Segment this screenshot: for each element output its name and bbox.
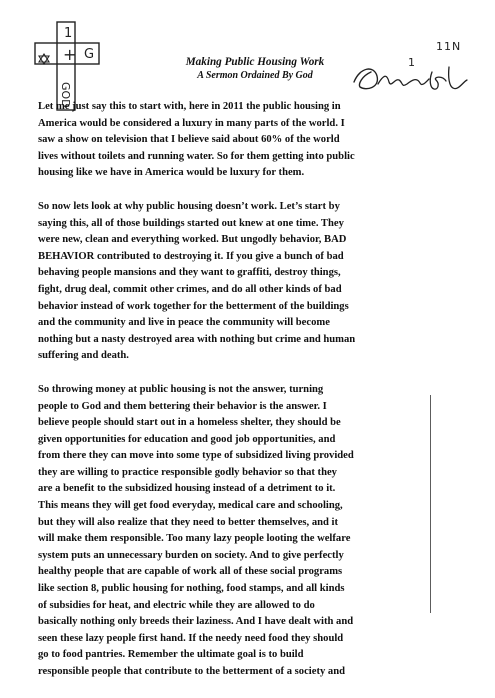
paragraph-2-line-2: saying this, all of those buildings started out knew at one time. They — [38, 217, 344, 229]
handwritten-page-number: 1 — [408, 56, 415, 69]
paragraph-3-line-8: This means they will get food everyday, medical care and schooling, — [38, 500, 343, 512]
paragraph-3-line-9: but they will also realize that they need to better themselves, and it — [38, 516, 339, 528]
paragraph-2-line-8: and the community and live in peace the community will become — [38, 317, 330, 329]
paragraph-2-line-1: So now lets look at why public housing doesn’t work. Let’s start by — [38, 200, 340, 212]
paragraph-3-line-4: given opportunities for education and good job opportunities, and — [38, 433, 336, 445]
paragraph-2-line-3: were new, clean and everything worked. But ungodly behavior, BAD — [38, 234, 347, 246]
paragraph-2-line-5: behaving people mansions and they want to graffiti, destroy things, — [38, 267, 341, 279]
paragraph-3-line-13: like section 8, public housing for nothing, food stamps, and all kinds — [38, 583, 345, 595]
paragraph-1 — [38, 99, 466, 182]
handwritten-top-mark: 11N — [436, 40, 462, 53]
paragraph-2-line-10: suffering and death. — [38, 350, 129, 362]
logo-right-letter: G — [84, 47, 95, 62]
paragraph-3-line-16: seen these lazy people first hand. If the needy need food they should — [38, 632, 344, 644]
paragraph-2-line-4: BEHAVIOR contributed to destroying it. If you give a bunch of bad — [38, 250, 344, 262]
paragraph-1-line-4: lives without toilets and running water. So for them getting into public — [38, 150, 355, 162]
paragraph-2-line-6: fight, drug deal, commit other crimes, and do all other kinds of bad — [38, 283, 342, 295]
paragraph-3-line-15: basically nothing only breeds their laziness. And I have dealt with and — [38, 616, 354, 628]
paragraph-1-line-2: America would be considered a luxury in many parts of the world. I — [38, 117, 345, 129]
paragraph-3-line-1: So throwing money at public housing is not the answer, turning — [38, 383, 324, 395]
paragraph-3-line-10: will make them responsible. Too many lazy people looting the welfare — [38, 533, 351, 545]
paragraph-1-line-5: housing like we have in America would be luxury for them. — [38, 167, 305, 179]
paragraph-3 — [38, 382, 466, 681]
sermon-body — [38, 99, 466, 698]
logo-vertical-word: GOD — [59, 82, 72, 108]
logo-number: 1 — [64, 26, 73, 41]
paragraph-3-line-6: they are willing to practice responsible godly behavior so that they — [38, 466, 337, 478]
paragraph-3-line-7: are a benefit to the subsidized housing instead of a detriment to it. — [38, 483, 336, 495]
paragraph-1-line-3: saw a show on television that I believe said about 60% of the world — [38, 134, 340, 146]
paragraph-3-line-12: healthy people that are capable of work all of these social programs — [38, 566, 343, 578]
paragraph-3-line-14: of subsidies for heat, and electric while they are allowed to do — [38, 599, 315, 611]
page-title: Making Public Housing Work — [185, 56, 325, 68]
handwritten-signature — [350, 60, 470, 98]
paragraph-3-line-2: people to God and them bettering their behavior is the answer. I — [38, 400, 327, 412]
paragraph-3-line-18: responsible people that contribute to the betterment of a society and — [38, 666, 345, 677]
paragraph-3-line-5: from there they can move into some type of subsidized living provided — [38, 450, 354, 462]
paragraph-2 — [38, 199, 466, 365]
paragraph-2-line-9: nothing but a nasty destroyed area with nothing but crime and human — [38, 333, 356, 345]
paragraph-3-line-17: go to food pantries. Remember the ultimate goal is to build — [38, 649, 304, 661]
paragraph-3-line-3: believe people should start out in a homeless shelter, they should be — [38, 417, 341, 429]
page-subtitle: A Sermon Ordained By God — [197, 70, 313, 81]
logo-center-symbol: + — [63, 45, 77, 64]
paragraph-2-line-7: behavior instead of work together for the betterment of the buildings — [38, 300, 349, 312]
paragraph-3-line-11: system puts an unnecessary burden on society. And to give perfectly — [38, 549, 344, 561]
paragraph-1-line-1: Let me just say this to start with, here in 2011 the public housing in — [38, 101, 341, 112]
scanner-margin-line — [430, 395, 431, 613]
